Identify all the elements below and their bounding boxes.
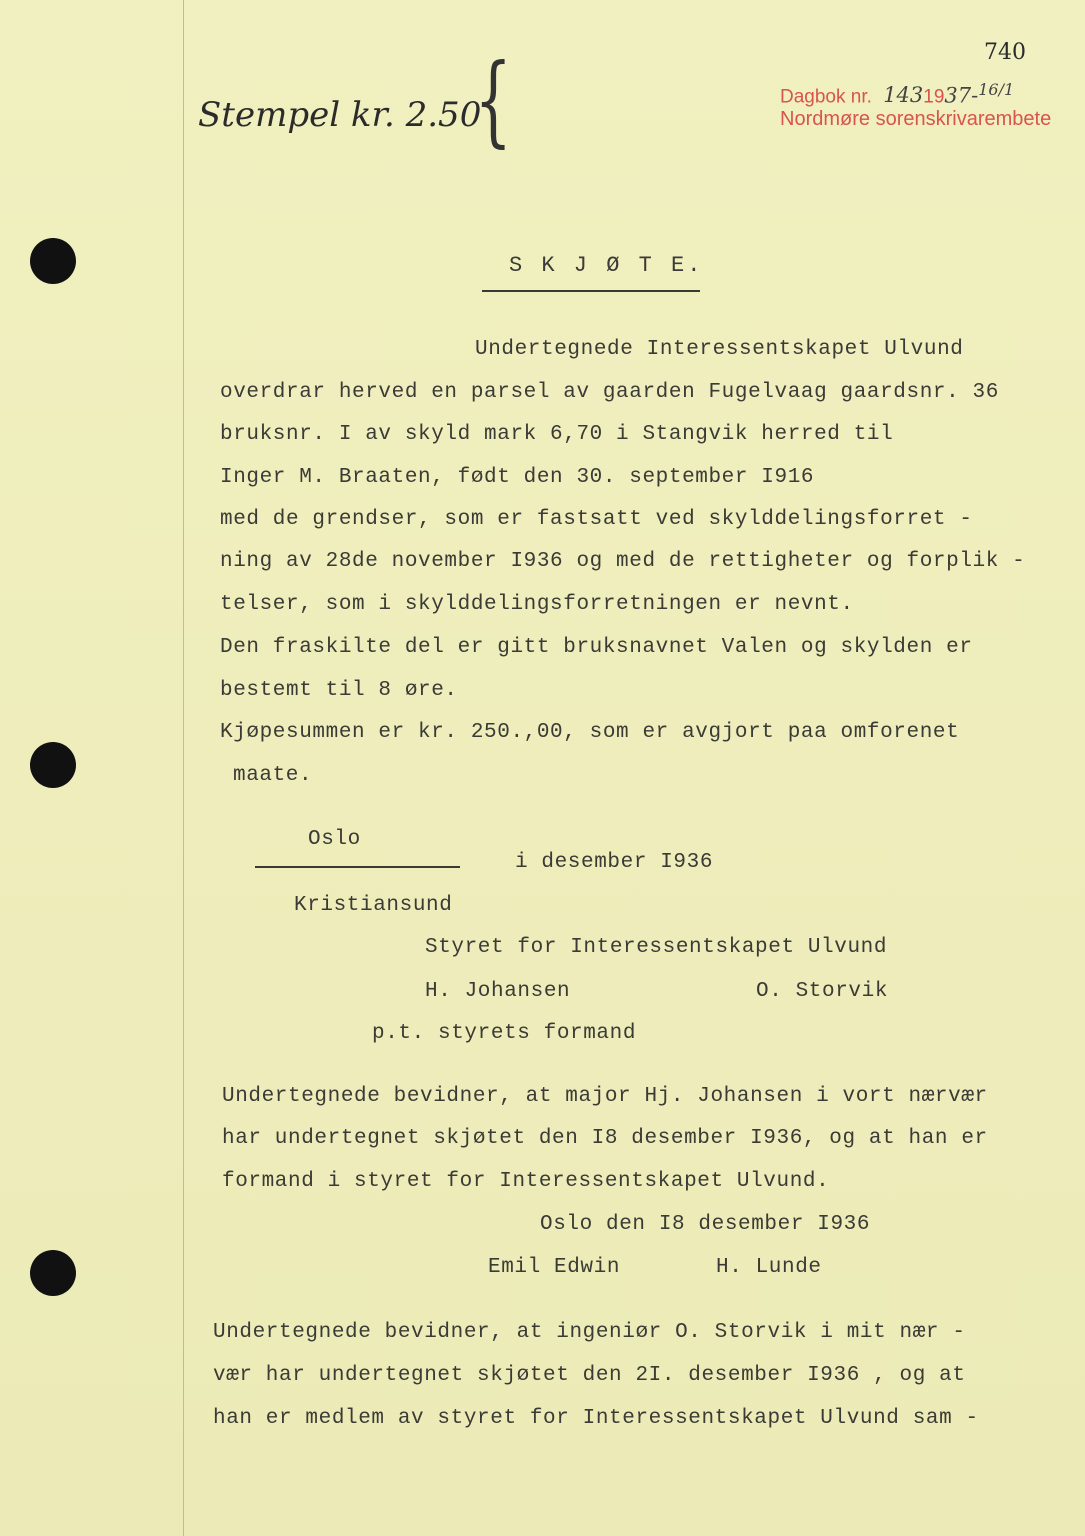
body-line-2: overdrar herved en parsel av gaarden Fugelvaag gaardsnr. 36	[220, 381, 999, 404]
signer-storvik: O. Storvik	[756, 980, 889, 1003]
office-stamp: Nordmøre sorenskrivarembete	[780, 108, 1052, 130]
signer-johansen: H. Johansen	[425, 980, 571, 1003]
witness1-line-3: formand i styret for Interessentskapet Ulvund.	[222, 1170, 830, 1193]
witness1-line-2: har undertegnet skjøtet den I8 desember I936, og at han er	[222, 1127, 988, 1150]
journal-number: 143	[883, 83, 924, 108]
year-suffix: 37-	[944, 83, 979, 108]
punch-hole-bottom	[30, 1250, 76, 1296]
signing-place-oslo: Oslo	[308, 828, 361, 851]
year-prefix: 19	[923, 86, 945, 108]
witness-edwin: Emil Edwin	[488, 1256, 621, 1279]
date-note: 16/1	[978, 80, 1015, 99]
body-line-3: bruksnr. I av skyld mark 6,70 i Stangvik herred til	[220, 423, 894, 446]
body-line-7: telser, som i skylddelingsforretningen er nevnt.	[220, 593, 854, 616]
title-underline	[482, 290, 700, 292]
body-line-9: bestemt til 8 øre.	[220, 679, 458, 702]
board-name: Styret for Interessentskapet Ulvund	[425, 936, 888, 959]
fee-note: Stempel kr. 2.50	[198, 95, 482, 135]
signer-title: p.t. styrets formand	[372, 1022, 637, 1045]
body-line-11: maate.	[233, 764, 313, 787]
document-title: S K J Ø T E.	[509, 253, 704, 278]
signing-place-kristiansund: Kristiansund	[294, 894, 453, 917]
body-line-4: Inger M. Braaten, født den 30. september I916	[220, 466, 815, 489]
margin-rule	[183, 0, 184, 1536]
body-line-1: Undertegnede Interessentskapet Ulvund	[475, 338, 964, 361]
body-line-8: Den fraskilte del er gitt bruksnavnet Valen og skylden er	[220, 636, 973, 659]
body-line-6: ning av 28de november I936 og med de rettigheter og forplik -	[220, 550, 1026, 573]
journal-stamp	[780, 80, 1014, 108]
page-number: 740	[984, 40, 1026, 65]
brace-mark: {	[474, 44, 512, 158]
witness1-line-1: Undertegnede bevidner, at major Hj. Johansen i vort nærvær	[222, 1085, 988, 1108]
signing-place-line	[255, 866, 460, 868]
witness-lunde: H. Lunde	[716, 1256, 822, 1279]
body-line-5: med de grendser, som er fastsatt ved skylddelingsforret -	[220, 508, 973, 531]
witness2-line-1: Undertegnede bevidner, at ingeniør O. Storvik i mit nær -	[213, 1321, 966, 1344]
body-line-10: Kjøpesummen er kr. 250.,00, som er avgjort paa omforenet	[220, 721, 960, 744]
stamp-label: Dagbok nr.	[780, 86, 872, 108]
punch-hole-top	[30, 238, 76, 284]
witness2-line-2: vær har undertegnet skjøtet den 2I. desember I936 , og at	[213, 1364, 966, 1387]
signing-date: i desember I936	[515, 851, 714, 874]
punch-hole-middle	[30, 742, 76, 788]
witness1-place-date: Oslo den I8 desember I936	[540, 1213, 871, 1236]
witness2-line-3: han er medlem av styret for Interessentskapet Ulvund sam -	[213, 1407, 979, 1430]
